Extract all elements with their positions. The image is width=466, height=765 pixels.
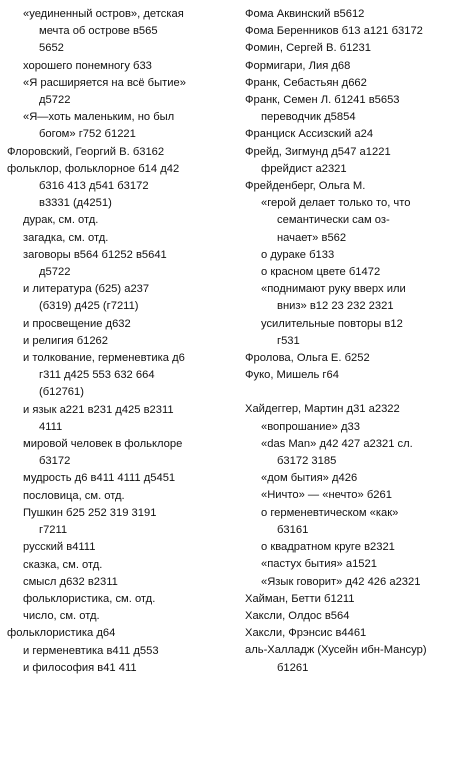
index-entry: Франк, Семен Л. б1241 в5653 bbox=[245, 94, 400, 107]
index-entry: Фрейденберг, Ольга М. bbox=[245, 180, 366, 193]
index-continuation: б1261 bbox=[277, 661, 309, 674]
index-subentry: «уединенный остров», детская bbox=[23, 8, 184, 20]
index-subentry: фрейдист а2321 bbox=[261, 162, 347, 175]
index-subentry: о красном цвете б1472 bbox=[261, 266, 381, 279]
index-continuation: б3172 bbox=[39, 455, 71, 468]
index-subentry: «Ничто» — «нечто» б261 bbox=[261, 489, 392, 502]
index-continuation: мечта об острове в565 bbox=[39, 25, 158, 38]
index-subentry: хорошего понемногу б33 bbox=[23, 59, 152, 72]
index-continuation: г7211 bbox=[39, 524, 68, 537]
index-continuation: семантически сам оз- bbox=[277, 214, 390, 227]
index-entry: Хаксли, Фрэнсис в4461 bbox=[245, 627, 367, 640]
index-continuation: 4111 bbox=[39, 420, 63, 433]
index-continuation: д5722 bbox=[39, 94, 71, 107]
index-entry: Франциск Ассизский а24 bbox=[245, 128, 374, 141]
index-entry: фольклор, фольклорное б14 д42 bbox=[7, 162, 180, 175]
index-entry: Франк, Себастьян д662 bbox=[245, 76, 367, 89]
index-subentry: «das Man» д42 427 а2321 сл. bbox=[261, 437, 413, 450]
index-continuation: в3331 (д4251) bbox=[39, 197, 112, 210]
index-entry: фольклористика д64 bbox=[7, 627, 116, 640]
index-entry: Хайман, Бетти б1211 bbox=[245, 592, 355, 605]
index-continuation: б3172 3185 bbox=[277, 455, 337, 468]
index-subentry: дурак, см. отд. bbox=[23, 214, 99, 227]
index-subentry: и литература (б25) а237 bbox=[23, 283, 150, 296]
index-column-right bbox=[245, 6, 460, 677]
index-subentry: «вопрошание» д33 bbox=[261, 420, 360, 433]
index-subentry: переводчик д5854 bbox=[261, 111, 356, 124]
index-continuation: богом» г752 б1221 bbox=[39, 128, 136, 141]
index-continuation: г311 д425 553 632 664 bbox=[39, 369, 155, 382]
entry-spacer bbox=[245, 384, 460, 401]
index-subentry: о дураке б133 bbox=[261, 248, 335, 261]
index-subentry: и философия в41 411 bbox=[23, 661, 137, 674]
index-subentry: число, см. отд. bbox=[23, 610, 100, 623]
index-subentry: о квадратном круге в2321 bbox=[261, 541, 395, 554]
index-entry: Хайдеггер, Мартин д31 а2322 bbox=[245, 403, 400, 416]
index-subentry: «герой делает только то, что bbox=[261, 197, 411, 210]
index-entry: Фомин, Сергей В. б1231 bbox=[245, 42, 371, 55]
index-entry: Фуко, Мишель г64 bbox=[245, 369, 339, 382]
index-entry: Флоровский, Георгий В. б3162 bbox=[7, 145, 165, 158]
index-entry: Фома Беренников б13 а121 б3172 bbox=[245, 25, 423, 38]
index-subentry: русский в4111 bbox=[23, 541, 96, 554]
index-entry: Хаксли, Олдос в564 bbox=[245, 609, 350, 622]
index-entry: Фролова, Ольга Е. б252 bbox=[245, 352, 370, 365]
index-entry: Формигари, Лия д68 bbox=[245, 59, 351, 72]
index-subentry: и толкование, герменевтика д6 bbox=[23, 352, 185, 365]
index-subentry: фольклористика, см. отд. bbox=[23, 592, 156, 605]
index-subentry: о герменевтическом «как» bbox=[261, 506, 399, 519]
index-subentry: и просвещение д632 bbox=[23, 317, 131, 330]
index-subentry: «пастух бытия» а1521 bbox=[261, 558, 377, 571]
index-column-left bbox=[7, 6, 229, 677]
index-subentry: и религия б1262 bbox=[23, 334, 108, 347]
index-subentry: заговоры в564 б1252 в5641 bbox=[23, 248, 167, 261]
index-subentry: мудрость д6 в411 4111 д5451 bbox=[23, 472, 176, 485]
index-entry: Фрейд, Зигмунд д547 а1221 bbox=[245, 145, 391, 158]
index-entry: аль-Халладж (Хусейн ибн-Мансур) bbox=[245, 644, 427, 657]
index-continuation: вниз» в12 23 232 2321 bbox=[277, 300, 394, 313]
index-continuation: д5722 bbox=[39, 266, 71, 279]
index-subentry: пословица, см. отд. bbox=[23, 489, 125, 502]
index-continuation: г531 bbox=[277, 334, 300, 347]
index-continuation: (б319) д425 (г7211) bbox=[39, 300, 139, 313]
index-subentry: и язык а221 в231 д425 в2311 bbox=[23, 403, 174, 416]
index-subentry: «Язык говорит» д42 426 а2321 bbox=[261, 575, 421, 588]
index-subentry: «Я расширяется на всё бытие» bbox=[23, 76, 186, 89]
index-subentry: загадка, см. отд. bbox=[23, 231, 109, 244]
index-subentry: мировой человек в фольклоре bbox=[23, 438, 183, 451]
index-entry: Фома Аквинский в5612 bbox=[245, 8, 365, 20]
index-continuation: начает» в562 bbox=[277, 231, 347, 244]
index-subentry: «поднимают руку вверх или bbox=[261, 283, 406, 296]
index-continuation: (б12761) bbox=[39, 386, 84, 399]
index-continuation: 5652 bbox=[39, 42, 64, 55]
index-subentry: «дом бытия» д426 bbox=[261, 472, 358, 485]
index-continuation: б316 413 д541 б3172 bbox=[39, 180, 149, 193]
index-subentry: усилительные повторы в12 bbox=[261, 317, 403, 330]
index-subentry: и герменевтика в411 д553 bbox=[23, 644, 159, 657]
index-subentry: сказка, см. отд. bbox=[23, 558, 103, 571]
index-continuation: б3161 bbox=[277, 523, 309, 536]
index-subentry: Пушкин б25 252 319 3191 bbox=[23, 506, 157, 519]
index-subentry: смысл д632 в2311 bbox=[23, 575, 118, 588]
index-subentry: «Я—хоть маленьким, но был bbox=[23, 111, 175, 124]
